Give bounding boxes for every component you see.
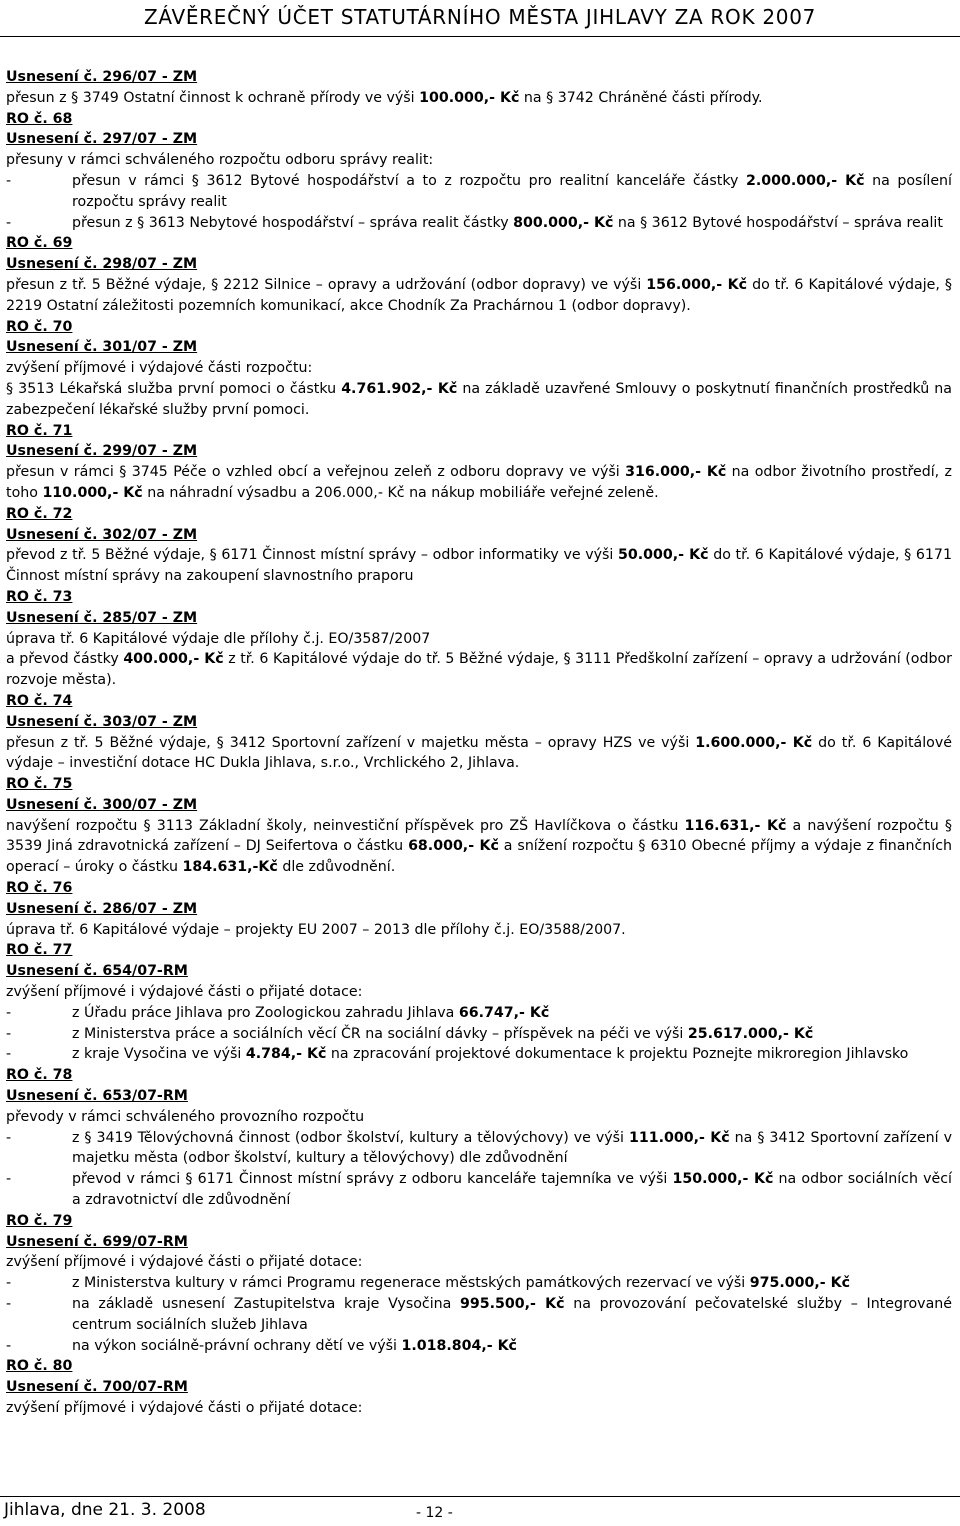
list-item: - na výkon sociálně-právní ochrany dětí ve výši 1.018.804,- Kč	[6, 1336, 952, 1357]
ro-heading: RO č. 73	[6, 588, 73, 605]
resolution-heading: Usnesení č. 302/07 - ZM	[6, 526, 198, 543]
paragraph: úprava tř. 6 Kapitálové výdaje – projekty EU 2007 – 2013 dle přílohy č.j. EO/3588/2007.	[6, 921, 626, 938]
paragraph: zvýšení příjmové i výdajové části rozpočtu:	[6, 360, 313, 377]
paragraph: zvýšení příjmové i výdajové části o přijaté dotace:	[6, 1254, 363, 1271]
bullet-list	[6, 171, 952, 233]
ro-heading: RO č. 80	[6, 1358, 73, 1375]
footer-place-date: Jihlava, dne 21. 3. 2008	[4, 1500, 206, 1520]
resolution-heading: Usnesení č. 301/07 - ZM	[6, 339, 198, 356]
resolution-heading: Usnesení č. 303/07 - ZM	[6, 713, 198, 730]
paragraph: zvýšení příjmové i výdajové části o přijaté dotace:	[6, 1400, 363, 1416]
ro-heading: RO č. 78	[6, 1067, 73, 1084]
paragraph: úprava tř. 6 Kapitálové výdaje dle přílohy č.j. EO/3587/2007	[6, 630, 431, 647]
paragraph: převod z tř. 5 Běžné výdaje, § 6171 Činnost místní správy – odbor informatiky ve výši 50.000,- Kč do tř. 6 Kapitálové výdaje, § 6171 Činnost místní správy na zakoupení slavnostního praporu	[6, 547, 952, 585]
resolution-heading: Usnesení č. 285/07 - ZM	[6, 609, 198, 626]
paragraph: navýšení rozpočtu § 3113 Základní školy, neinvestiční příspěvek pro ZŠ Havlíčkova o částku 116.631,- Kč a navýšení rozpočtu § 3539 Jiná zdravotnická zařízení – DJ Seifertova o částku 68.000,- Kč a snížení rozpočtu § 6310 Obecné příjmy a výdaje z finančních operací – úroky o částku 184.631,-Kč dle zdůvodnění.	[6, 817, 952, 876]
resolution-heading: Usnesení č. 300/07 - ZM	[6, 796, 198, 813]
ro-heading: RO č. 70	[6, 318, 73, 335]
list-item: - z Ministerstva kultury v rámci Programu regenerace městských památkových rezervací ve výši 975.000,- Kč	[6, 1273, 952, 1294]
bullet-list	[6, 1128, 952, 1211]
resolution-heading: Usnesení č. 286/07 - ZM	[6, 900, 198, 917]
document-body	[6, 67, 952, 1419]
resolution-heading: Usnesení č. 299/07 - ZM	[6, 443, 198, 460]
list-item: - na základě usnesení Zastupitelstva kraje Vysočina 995.500,- Kč na provozování pečovatelské služby – Integrované centrum sociálních služeb Jihlava	[6, 1294, 952, 1336]
paragraph: převody v rámci schváleného provozního rozpočtu	[6, 1108, 365, 1125]
ro-heading: RO č. 79	[6, 1212, 73, 1229]
list-item: - z § 3419 Tělovýchovná činnost (odbor školství, kultury a tělovýchovy) ve výši 111.000,- Kč na § 3412 Sportovní zařízení v majetku města (odbor školství, kultury a tělovýchovy) dle zdůvodnění	[6, 1128, 952, 1170]
paragraph: přesun z § 3749 Ostatní činnost k ochraně přírody ve výši 100.000,- Kč na § 3742 Chráněné části přírody.	[6, 89, 763, 106]
resolution-heading: Usnesení č. 298/07 - ZM	[6, 256, 198, 273]
ro-heading: RO č. 71	[6, 422, 73, 439]
resolution-heading: Usnesení č. 653/07-RM	[6, 1088, 188, 1105]
paragraph: přesun z tř. 5 Běžné výdaje, § 2212 Silnice – opravy a udržování (odbor dopravy) ve výši 156.000,- Kč do tř. 6 Kapitálové výdaje, § 2219 Ostatní záležitosti pozemních komunikací, akce Chodník Za Prachárnou 1 (odbor dopravy).	[6, 276, 952, 314]
page-footer	[0, 1496, 960, 1526]
bullet-list	[6, 1003, 952, 1065]
resolution-heading: Usnesení č. 654/07-RM	[6, 963, 188, 980]
list-item: - z Úřadu práce Jihlava pro Zoologickou zahradu Jihlava 66.747,- Kč	[6, 1003, 952, 1024]
page-header: ZÁVĚREČNÝ ÚČET STATUTÁRNÍHO MĚSTA JIHLAVY ZA ROK 2007	[0, 0, 960, 37]
ro-heading: RO č. 68	[6, 110, 73, 127]
ro-heading: RO č. 76	[6, 880, 73, 897]
paragraph: § 3513 Lékařská služba první pomoci o částku 4.761.902,- Kč na základě uzavřené Smlouvy o poskytnutí finančních prostředků na zabezpečení lékařské služby první pomoci.	[6, 380, 952, 418]
ro-heading: RO č. 74	[6, 692, 73, 709]
ro-heading: RO č. 75	[6, 776, 73, 793]
list-item: - přesun z § 3613 Nebytové hospodářství – správa realit částky 800.000,- Kč na § 3612 Bytové hospodářství – správa realit	[6, 213, 952, 234]
paragraph: přesun v rámci § 3745 Péče o vzhled obcí a veřejnou zeleň z odboru dopravy ve výši 316.000,- Kč na odbor životního prostředí, z toho 110.000,- Kč na náhradní výsadbu a 206.000,- Kč na nákup mobiliáře veřejné zeleně.	[6, 464, 953, 501]
ro-heading: RO č. 72	[6, 505, 73, 522]
page-number: - 12 -	[416, 1505, 453, 1521]
list-item: - přesun v rámci § 3612 Bytové hospodářství a to z rozpočtu pro realitní kanceláře částky 2.000.000,- Kč na posílení rozpočtu správy realit	[6, 171, 952, 213]
list-item: - z Ministerstva práce a sociálních věcí ČR na sociální dávky – příspěvek na péči ve výši 25.617.000,- Kč	[6, 1024, 952, 1045]
resolution-heading: Usnesení č. 700/07-RM	[6, 1379, 188, 1396]
list-item: - z kraje Vysočina ve výši 4.784,- Kč na zpracování projektové dokumentace k projektu Poznejte mikroregion Jihlavsko	[6, 1044, 952, 1065]
ro-heading: RO č. 69	[6, 235, 73, 252]
list-item: - převod v rámci § 6171 Činnost místní správy z odboru kanceláře tajemníka ve výši 150.000,- Kč na odbor sociálních věcí a zdravotnictví dle zdůvodnění	[6, 1169, 952, 1211]
paragraph: zvýšení příjmové i výdajové části o přijaté dotace:	[6, 984, 363, 1001]
resolution-heading: Usnesení č. 297/07 - ZM	[6, 131, 198, 148]
paragraph: přesuny v rámci schváleného rozpočtu odboru správy realit:	[6, 152, 434, 169]
ro-heading: RO č. 77	[6, 942, 73, 959]
resolution-heading: Usnesení č. 699/07-RM	[6, 1233, 188, 1250]
bullet-list	[6, 1273, 952, 1356]
paragraph: a převod částky 400.000,- Kč z tř. 6 Kapitálové výdaje do tř. 5 Běžné výdaje, § 3111 Předškolní zařízení – opravy a udržování (odbor rozvoje města).	[6, 651, 952, 689]
paragraph: přesun z tř. 5 Běžné výdaje, § 3412 Sportovní zařízení v majetku města – opravy HZS ve výši 1.600.000,- Kč do tř. 6 Kapitálové výdaje – investiční dotace HC Dukla Jihlava, s.r.o., Vrchlického 2, Jihlava.	[6, 734, 952, 772]
resolution-heading: Usnesení č. 296/07 - ZM	[6, 69, 198, 85]
